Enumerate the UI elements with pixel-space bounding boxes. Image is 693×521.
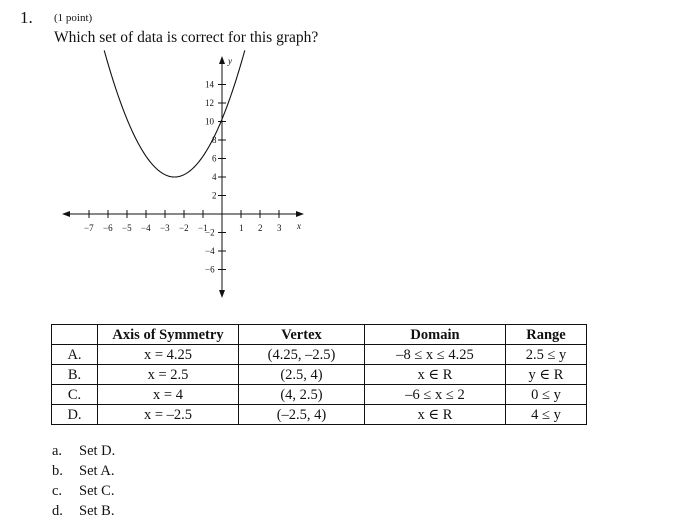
x-tick-label: −1 — [198, 223, 208, 233]
y-tick-label: 2 — [212, 190, 217, 201]
answer-choices — [52, 441, 115, 521]
x-tick-label: −5 — [122, 223, 132, 233]
choice-text: Set B. — [79, 503, 115, 519]
y-tick-label: 12 — [205, 98, 214, 108]
answer-choice-b[interactable] — [52, 461, 115, 481]
choice-letter: c. — [52, 483, 63, 499]
table-cell: –8 ≤ x ≤ 4.25 — [365, 345, 506, 365]
y-tick-label: 8 — [212, 135, 217, 145]
answer-choice-d[interactable] — [52, 501, 115, 521]
table-cell: y ∈ R — [506, 365, 587, 385]
choice-text: Set C. — [79, 483, 115, 499]
table-cell: x = –2.5 — [98, 405, 239, 425]
x-tick-label: 1 — [239, 223, 244, 233]
x-tick-label: −3 — [160, 223, 170, 233]
table-cell: x = 2.5 — [98, 365, 239, 385]
y-tick-label: −6 — [205, 264, 215, 275]
x-axis-left-arrow — [62, 211, 70, 217]
answer-choice-a[interactable] — [52, 441, 115, 461]
y-axis-top-arrow — [219, 56, 225, 64]
table-cell: (4, 2.5) — [239, 385, 365, 405]
table-cell: A. — [52, 345, 98, 365]
x-tick-label: 2 — [258, 223, 263, 233]
choice-letter: b. — [52, 463, 63, 479]
x-tick-label: −6 — [103, 223, 113, 233]
x-axis-right-arrow — [296, 211, 304, 217]
data-table — [51, 324, 587, 425]
table-row — [52, 345, 587, 365]
table-header-cell: Domain — [365, 325, 506, 345]
table-cell: C. — [52, 385, 98, 405]
y-tick-label: −2 — [205, 227, 215, 238]
choice-letter: a. — [52, 443, 63, 459]
table-header-cell: Range — [506, 325, 587, 345]
choice-text: Set D. — [79, 443, 116, 459]
choice-text: Set A. — [79, 463, 115, 479]
x-tick-label: −7 — [84, 223, 94, 233]
y-tick-label: 10 — [205, 116, 214, 127]
table-cell: (4.25, –2.5) — [239, 345, 365, 365]
table-header-cell: Vertex — [239, 325, 365, 345]
y-tick-label: 6 — [212, 153, 217, 164]
table-cell: x = 4.25 — [98, 345, 239, 365]
x-axis-label: x — [297, 221, 301, 231]
table-row — [52, 405, 587, 425]
table-header-row — [52, 325, 587, 345]
question-number: 1. — [20, 8, 33, 27]
x-tick-label: 3 — [277, 223, 282, 233]
x-tick-label: −4 — [141, 223, 151, 233]
table-cell: 4 ≤ y — [506, 405, 587, 425]
question-points: (1 point) — [54, 12, 93, 24]
y-axis-label: y — [228, 56, 232, 66]
table-cell: (2.5, 4) — [239, 365, 365, 385]
answer-choice-c[interactable] — [52, 481, 115, 501]
y-tick-label: 14 — [205, 79, 214, 90]
y-tick-label: −4 — [205, 246, 215, 256]
table-cell: x ∈ R — [365, 405, 506, 425]
y-axis-bottom-arrow — [219, 290, 225, 298]
table-cell: 2.5 ≤ y — [506, 345, 587, 365]
table-cell: D. — [52, 405, 98, 425]
choice-letter: d. — [52, 503, 63, 519]
table-header-cell — [52, 325, 98, 345]
table-header-cell: Axis of Symmetry — [98, 325, 239, 345]
table-cell: (–2.5, 4) — [239, 405, 365, 425]
y-tick-label: 4 — [212, 172, 217, 182]
question-prompt: Which set of data is correct for this graph? — [54, 29, 319, 46]
table-cell: –6 ≤ x ≤ 2 — [365, 385, 506, 405]
table-cell: x = 4 — [98, 385, 239, 405]
table-cell: x ∈ R — [365, 365, 506, 385]
table-cell: B. — [52, 365, 98, 385]
table-cell: 0 ≤ y — [506, 385, 587, 405]
table-row — [52, 365, 587, 385]
x-tick-label: −2 — [179, 223, 189, 233]
table-row — [52, 385, 587, 405]
